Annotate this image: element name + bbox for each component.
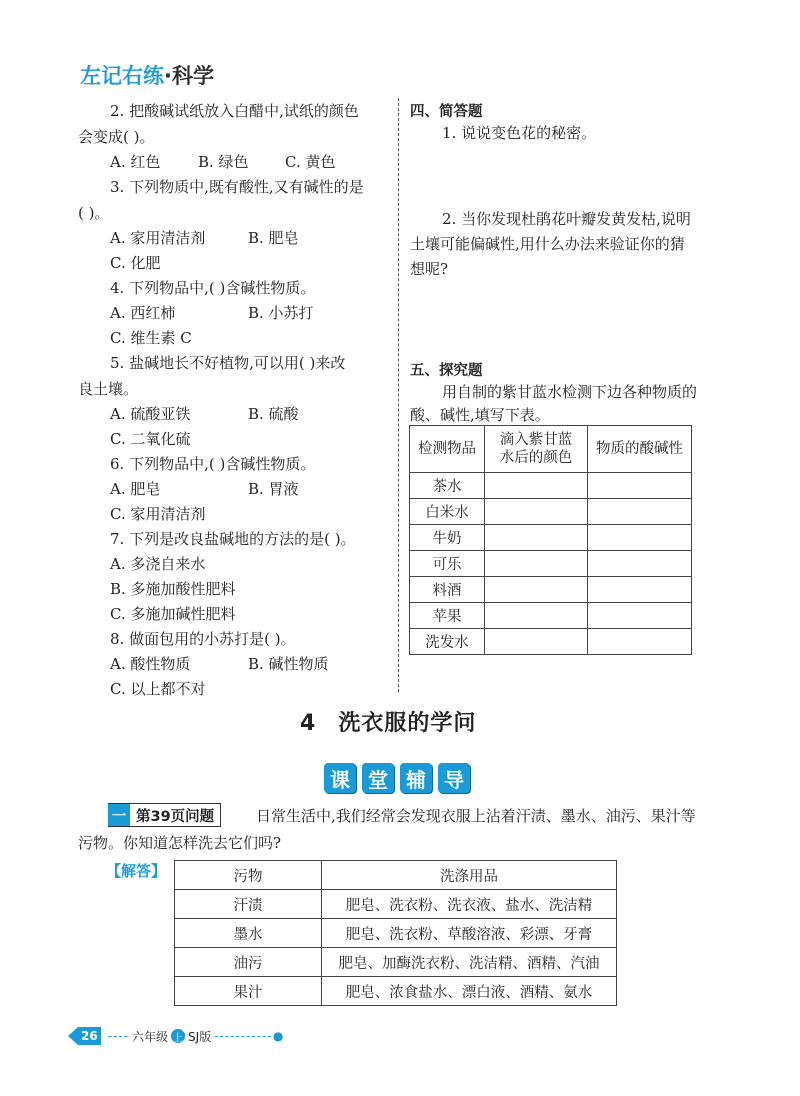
- q7-stem: 7. 下列是改良盐碱地的方法的是( )。: [110, 530, 356, 548]
- answer-label: 【解答】: [106, 862, 167, 880]
- short-answer-q2-line3: 想呢?: [410, 260, 449, 278]
- footer-grade: 六年级: [132, 1029, 169, 1044]
- stain-cell: 墨水: [175, 919, 322, 948]
- banner-char: 辅: [400, 763, 432, 793]
- table-row: [410, 629, 692, 655]
- q3-stem-line1: 3. 下列物质中,既有酸性,又有碱性的是: [110, 178, 364, 196]
- footer-term: 上: [171, 1029, 185, 1043]
- stain-cell: 汗渍: [175, 890, 322, 919]
- page-footer: [68, 1027, 284, 1045]
- detergent-cell: 肥皂、浓食盐水、漂白液、酒精、氨水: [322, 977, 617, 1006]
- table-row: [410, 551, 692, 577]
- nature-blank[interactable]: [588, 473, 692, 499]
- nature-blank[interactable]: [588, 499, 692, 525]
- brand-name: 左记右练: [80, 64, 164, 88]
- q2-stem-line1: 2. 把酸碱试纸放入白醋中,试纸的颜色: [110, 102, 359, 120]
- question-text-line2: 污物。你知道怎样洗去它们吗?: [78, 834, 282, 852]
- q5-option-b: B. 硫酸: [248, 405, 299, 423]
- header-nature: 物质的酸碱性: [588, 426, 692, 473]
- section-5-title: 五、探究题: [410, 363, 483, 379]
- q2-option-a: A. 红色: [110, 153, 161, 171]
- nature-blank[interactable]: [588, 603, 692, 629]
- color-blank[interactable]: [485, 525, 588, 551]
- classroom-guide-banner: [324, 763, 470, 793]
- item-cell: 洗发水: [410, 629, 485, 655]
- short-answer-q2-line2: 土壤可能偏碱性,用什么办法来验证你的猜: [410, 235, 685, 253]
- banner-char: 堂: [362, 763, 394, 793]
- q6-option-a: A. 肥皂: [110, 480, 161, 498]
- header-item: 检测物品: [410, 426, 485, 473]
- section-4-title: 四、简答题: [410, 104, 483, 120]
- page-question-label: [108, 803, 221, 827]
- table-row: [410, 577, 692, 603]
- color-blank[interactable]: [485, 499, 588, 525]
- nature-blank[interactable]: [588, 577, 692, 603]
- detergent-cell: 肥皂、加酶洗衣粉、洗洁精、酒精、汽油: [322, 948, 617, 977]
- table-row: [410, 603, 692, 629]
- table-row: [175, 948, 617, 977]
- header-detergent: 洗涤用品: [322, 861, 617, 890]
- q5-stem-line2: 良土壤。: [78, 380, 139, 398]
- q8-option-c: C. 以上都不对: [110, 680, 206, 698]
- stain-cell: 果汁: [175, 977, 322, 1006]
- stain-washing-table: [174, 860, 617, 1006]
- header-color: [485, 426, 588, 473]
- page-number: 26: [78, 1027, 101, 1045]
- color-blank[interactable]: [485, 551, 588, 577]
- brand-subject: 科学: [171, 64, 214, 88]
- color-blank[interactable]: [485, 577, 588, 603]
- question-label-text: 第39页问题: [136, 808, 215, 825]
- q5-option-a: A. 硫酸亚铁: [110, 405, 191, 423]
- q2-stem-line2: 会变成( )。: [78, 128, 155, 146]
- q2-option-b: B. 绿色: [198, 153, 249, 171]
- q7-option-b: B. 多施加酸性肥料: [110, 580, 236, 598]
- header-color-line1: 滴入紫甘蓝: [499, 432, 573, 448]
- stain-cell: 油污: [175, 948, 322, 977]
- q3-option-b: B. 肥皂: [248, 229, 299, 247]
- short-answer-q1: 1. 说说变色花的秘密。: [442, 124, 597, 142]
- nature-blank[interactable]: [588, 525, 692, 551]
- table-header-row: [410, 426, 692, 473]
- page-arrow-icon: [68, 1027, 78, 1045]
- item-cell: 料酒: [410, 577, 485, 603]
- q4-stem: 4. 下列物品中,( )含碱性物质。: [110, 279, 316, 297]
- item-cell: 牛奶: [410, 525, 485, 551]
- detergent-cell: 肥皂、洗衣粉、洗衣液、盐水、洗洁精: [322, 890, 617, 919]
- item-cell: 苹果: [410, 603, 485, 629]
- chapter-number: 4: [300, 711, 317, 736]
- book-brand: [80, 60, 214, 90]
- color-blank[interactable]: [485, 603, 588, 629]
- banner-char: 课: [324, 763, 356, 793]
- table-row: [175, 890, 617, 919]
- q4-option-a: A. 西红柿: [110, 304, 176, 322]
- explore-intro-line2: 酸、碱性,填写下表。: [410, 406, 550, 424]
- q8-stem: 8. 做面包用的小苏打是( )。: [110, 630, 296, 648]
- q5-option-c: C. 二氧化硫: [110, 430, 191, 448]
- footer-edition: SJ版: [188, 1029, 212, 1044]
- footer-tail-icon: -----------●: [214, 1029, 285, 1043]
- color-blank[interactable]: [485, 473, 588, 499]
- banner-char: 导: [438, 763, 470, 793]
- brand-separator: ·: [164, 64, 172, 88]
- header-color-line2: 水后的颜色: [499, 450, 573, 466]
- table-header-row: [175, 861, 617, 890]
- item-cell: 茶水: [410, 473, 485, 499]
- q4-option-b: B. 小苏打: [248, 304, 314, 322]
- q6-option-b: B. 胃液: [248, 480, 299, 498]
- q3-option-c: C. 化肥: [110, 254, 161, 272]
- q3-option-a: A. 家用清洁剂: [110, 229, 206, 247]
- q6-stem: 6. 下列物品中,( )含碱性物质。: [110, 455, 316, 473]
- q4-option-c: C. 维生素 C: [110, 329, 192, 347]
- nature-blank[interactable]: [588, 629, 692, 655]
- q8-option-a: A. 酸性物质: [110, 655, 191, 673]
- q7-option-a: A. 多浇自来水: [110, 555, 206, 573]
- footer-dash-icon: ----: [107, 1029, 130, 1043]
- nature-blank[interactable]: [588, 551, 692, 577]
- table-row: [410, 473, 692, 499]
- column-divider: [398, 98, 399, 692]
- q7-option-c: C. 多施加碱性肥料: [110, 605, 236, 623]
- detergent-cell: 肥皂、洗衣粉、草酸溶液、彩漂、牙膏: [322, 919, 617, 948]
- explore-intro-line1: 用自制的紫甘蓝水检测下边各种物质的: [442, 383, 698, 401]
- q6-option-c: C. 家用清洁剂: [110, 505, 206, 523]
- short-answer-q2-line1: 2. 当你发现杜鹃花叶瓣发黄发枯,说明: [442, 210, 691, 228]
- q2-option-c: C. 黄色: [285, 153, 336, 171]
- chapter-title: [300, 706, 476, 737]
- table-row: [410, 525, 692, 551]
- table-row: [175, 919, 617, 948]
- color-blank[interactable]: [485, 629, 588, 655]
- cabbage-test-table: [409, 425, 692, 655]
- q5-stem-line1: 5. 盐碱地长不好植物,可以用( )来改: [110, 354, 346, 372]
- table-row: [410, 499, 692, 525]
- item-cell: 可乐: [410, 551, 485, 577]
- question-tag: 一: [108, 804, 130, 826]
- item-cell: 白米水: [410, 499, 485, 525]
- table-row: [175, 977, 617, 1006]
- q3-stem-line2: ( )。: [78, 204, 110, 222]
- chapter-name: 洗衣服的学问: [338, 711, 477, 736]
- q8-option-b: B. 碱性物质: [248, 655, 329, 673]
- header-stain: 污物: [175, 861, 322, 890]
- question-text-line1: 日常生活中,我们经常会发现衣服上沾着汗渍、墨水、油污、果汁等: [256, 807, 696, 825]
